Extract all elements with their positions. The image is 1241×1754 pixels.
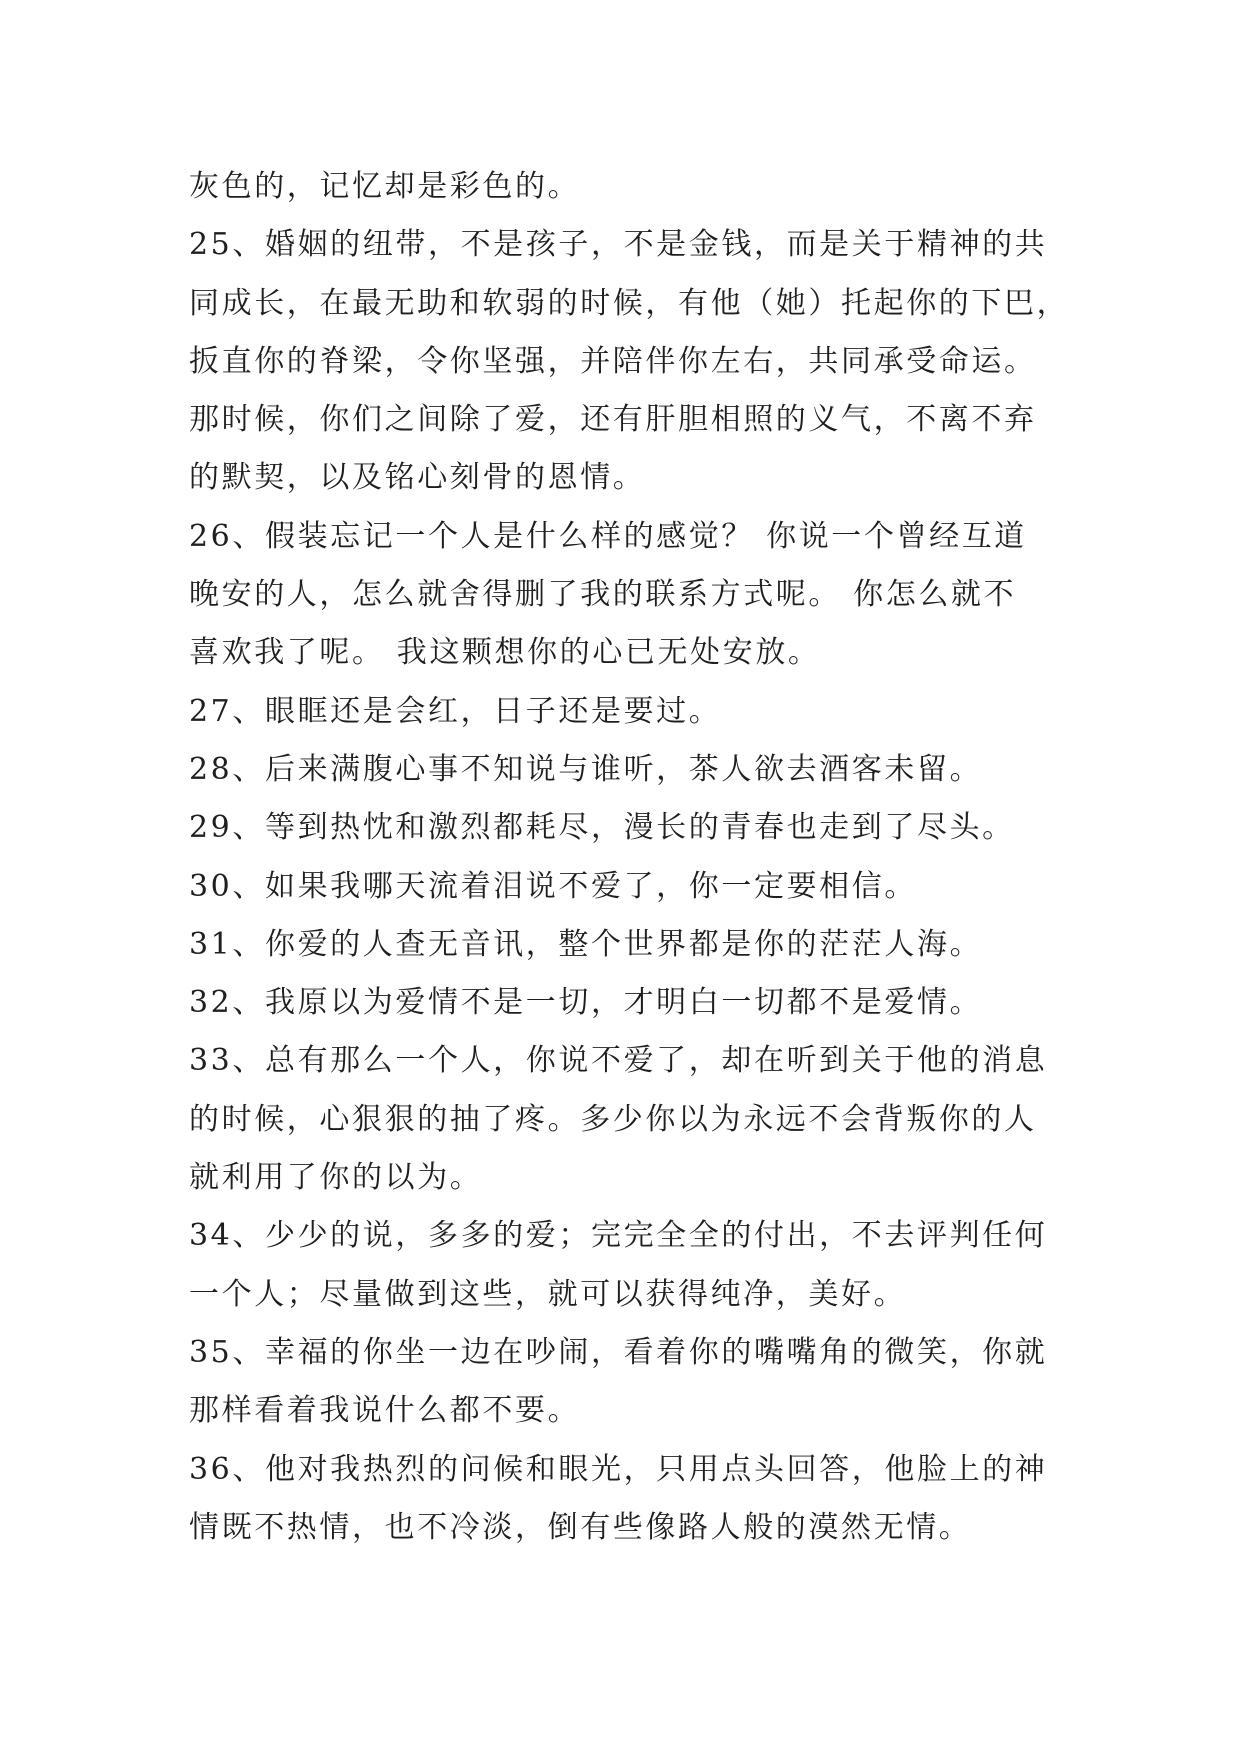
- paragraph: [189, 1207, 1089, 1324]
- text-line: 36、他对我热烈的问候和眼光，只用点头回答，他脸上的神: [189, 1451, 1048, 1487]
- paragraph: [189, 683, 1089, 741]
- text-line: 同成长，在最无助和软弱的时候，有他（她）托起你的下巴，: [189, 285, 1070, 321]
- text-line: 那时候，你们之间除了爱，还有肝胆相照的义气，不离不弃: [189, 402, 1037, 438]
- text-line: 就利用了你的以为。: [189, 1160, 483, 1196]
- document-body: [189, 158, 1089, 1557]
- paragraph: [189, 916, 1089, 974]
- paragraph: [189, 1324, 1089, 1441]
- paragraph: [189, 216, 1089, 507]
- text-line: 26、假装忘记一个人是什么样的感觉？ 你说一个曾经互道: [189, 518, 1027, 554]
- text-line: 31、你爱的人查无音讯，整个世界都是你的茫茫人海。: [189, 926, 983, 962]
- paragraph: [189, 799, 1089, 857]
- paragraph: [189, 1032, 1089, 1207]
- text-line: 25、婚姻的纽带，不是孩子，不是金钱，而是关于精神的共: [189, 227, 1048, 263]
- text-line: 扳直你的脊梁，令你坚强，并陪伴你左右，共同承受命运。: [189, 343, 1037, 379]
- text-line: 的默契，以及铭心刻骨的恩情。: [189, 460, 646, 496]
- text-line: 33、总有那么一个人，你说不爱了，却在听到关于他的消息: [189, 1043, 1048, 1079]
- paragraph: [189, 508, 1089, 683]
- text-line: 32、我原以为爱情不是一切，才明白一切都不是爱情。: [189, 985, 983, 1021]
- text-line: 一个人；尽量做到这些，就可以获得纯净，美好。: [189, 1276, 907, 1312]
- text-line: 29、等到热忱和激烈都耗尽，漫长的青春也走到了尽头。: [189, 810, 1015, 846]
- text-line: 35、幸福的你坐一边在吵闹，看着你的嘴嘴角的微笑，你就: [189, 1334, 1048, 1370]
- text-line: 晚安的人，怎么就舍得删了我的联系方式呢。 你怎么就不: [189, 577, 1017, 613]
- text-line: 喜欢我了呢。 我这颗想你的心已无处安放。: [189, 635, 821, 671]
- text-line: 情既不热情，也不冷淡，倒有些像路人般的漠然无情。: [189, 1509, 972, 1545]
- paragraph: [189, 1441, 1089, 1558]
- text-line: 灰色的，记忆却是彩色的。: [189, 169, 581, 204]
- paragraph: [189, 741, 1089, 799]
- text-line: 30、如果我哪天流着泪说不爱了，你一定要相信。: [189, 868, 917, 904]
- text-line: 的时候，心狠狠的抽了疼。多少你以为永远不会背叛你的人: [189, 1101, 1037, 1137]
- text-line: 那样看着我说什么都不要。: [189, 1393, 581, 1429]
- paragraph: [189, 158, 1089, 216]
- text-line: 27、眼眶还是会红，日子还是要过。: [189, 693, 722, 729]
- paragraph: [189, 974, 1089, 1032]
- text-line: 28、后来满腹心事不知说与谁听，茶人欲去酒客未留。: [189, 751, 983, 787]
- paragraph: [189, 858, 1089, 916]
- text-line: 34、少少的说，多多的爱；完完全全的付出，不去评判任何: [189, 1218, 1048, 1254]
